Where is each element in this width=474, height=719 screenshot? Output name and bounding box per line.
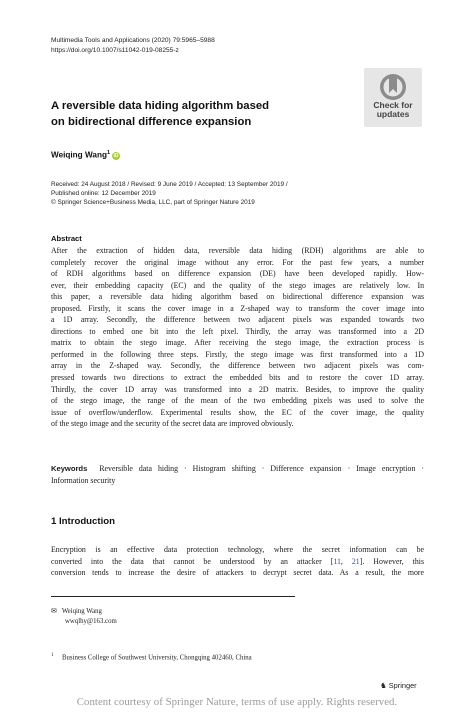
copyright-line: © Springer Science+Business Media, LLC, part of Springer Nature 2019 [51, 199, 255, 207]
paper-title [51, 99, 351, 130]
check-label: Check for [373, 100, 413, 110]
abstract-heading: Abstract [51, 234, 82, 243]
publication-dates [51, 180, 288, 208]
abstract-line: performed in the following three steps. Firstly, the stego image was first transformed into a 1D [51, 349, 424, 359]
introduction-body [51, 544, 424, 579]
title-line-1: A reversible data hiding algorithm based [51, 100, 270, 112]
abstract-line: ever, their embedding capacity (EC) and the quality of the stego images are relatively low. In [51, 280, 424, 290]
abstract-line: of the stego image and the security of the secret data are improved obviously. [51, 419, 294, 429]
citation-link[interactable]: 21 [351, 556, 360, 566]
correspondence-email[interactable]: wwqlhy@163.com [65, 618, 117, 625]
bookmark-icon [379, 73, 407, 101]
title-line-2: on bidirectional difference expansion [51, 115, 252, 128]
updates-label: updates [376, 108, 410, 119]
orcid-icon[interactable]: iD [113, 152, 119, 159]
abstract-line: a 1D array. Secondly, the difference between two adjacent pixels was expanded towards two [51, 315, 424, 325]
publisher-name: Springer [388, 681, 417, 690]
abstract-line: completely recover the original image without any error. For the past few years, a number [51, 257, 424, 267]
correspondence [51, 607, 117, 627]
keywords-label: Keywords [51, 464, 88, 473]
keywords [51, 463, 424, 486]
abstract-line: issue of overflow/underflow. Experimental results show, the EC of the cover image, the quality [51, 407, 424, 417]
affiliation [51, 653, 252, 661]
check-for-updates-badge[interactable] [364, 68, 422, 127]
section-heading: 1 Introduction [51, 516, 115, 527]
affiliation-sup: 1 [51, 653, 54, 658]
abstract-line: of RDH algorithms based on difference expansion (DE) have been developed rapidly. How- [51, 269, 424, 279]
abstract-line: matrix to obtain the stego image. After receiving the stego image, the extraction process is [51, 338, 424, 348]
author-sup: 1 [106, 150, 111, 156]
footnote-divider [51, 596, 295, 597]
citation-link[interactable]: 11 [333, 556, 341, 566]
publisher-logo [380, 681, 417, 690]
abstract-body [51, 245, 424, 430]
courtesy-footer: Content courtesy of Springer Nature, terms of use apply. Rights reserved. [76, 696, 398, 708]
keywords-list: Reversible data hiding · Histogram shifting · Difference expansion · Image encryption · [99, 464, 425, 473]
abstract-line: Thirdly, the cover 1D array was transformed into a 2D matrix. Besides, to improve the quality [51, 384, 424, 394]
intro-line-3: conversion tends to increase the desire of attackers to decrypt secret data. As a result, the more [51, 568, 424, 578]
intro-line-1: Encryption is an effective data protection technology, where the secret information can be [51, 545, 424, 554]
envelope-icon: ✉ [51, 608, 57, 615]
author-name[interactable]: Weiqing Wang [51, 150, 107, 160]
journal-info [51, 36, 215, 56]
abstract-line: proposed. Firstly, it scans the cover image in a Z-shaped way to transform the cover image into [51, 303, 424, 313]
journal-citation: Multimedia Tools and Applications (2020) 79:5965–5988 [51, 37, 215, 44]
abstract-line: After the extraction of hidden data, reversible data hiding (RDH) algorithms are able to [51, 246, 424, 255]
springer-horse-icon: ♞ [380, 681, 387, 690]
correspondence-name: Weiqing Wang [61, 608, 102, 615]
dates-line-1: Received: 24 August 2018 / Revised: 9 June 2019 / Accepted: 13 September 2019 / [51, 181, 288, 188]
dates-line-2: Published online: 12 December 2019 [51, 190, 156, 198]
abstract-line: this paper, a reversible data hiding algorithm based on bidirectional difference expansion was [51, 292, 424, 302]
abstract-line: array in the Z-shaped way. Secondly, the difference between two adjacent pixels was com- [51, 361, 424, 371]
keywords-line-2: Information security [51, 475, 116, 485]
affiliation-text: Business College of Southwest University, Chongqing 402460, China [62, 654, 252, 662]
abstract-line: pressed towards two directions to extract the embedded bits and to restore the cover 1D array. [51, 373, 424, 383]
intro-line-2: converted into the data that cannot be understood by an attacker [11, 21]. However, this [51, 556, 425, 566]
author-line [51, 150, 120, 160]
doi-link[interactable]: https://doi.org/10.1007/s11042-019-08255-z [51, 47, 179, 54]
abstract-line: directions to embed one bit into the left pixel. Thirdly, the array was transformed into a 2D [51, 326, 424, 336]
abstract-line: of the stego image, the range of the mean of the two embedding pixels was used to solve the [51, 396, 424, 406]
